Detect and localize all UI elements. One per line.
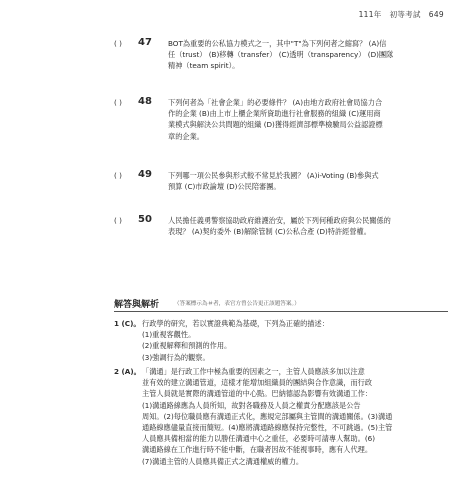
question-line: 業模式與解決公共問題的組織 (D)獲得經濟部標準檢驗局公益認證標 xyxy=(168,120,383,130)
header-year: 111年 xyxy=(358,10,382,19)
answer-blank: ( ) xyxy=(114,171,122,180)
answer-line: 「溝通」是行政工作中極為重要的因素之一，主管人員應該多加以注意 xyxy=(142,367,365,376)
question-line: 預算 (C)市政論壇 (D)公民陪審團。 xyxy=(168,182,281,192)
answer-line: 人員應具備相當的能力以勝任溝通中心之重任，必要時可請專人幫助。(6) xyxy=(142,434,375,444)
answers-section-heading xyxy=(114,297,448,312)
question-line: 人民擔任義勇警察協助政府維護治安，屬於下列何種政府與公民關係的 xyxy=(168,216,391,225)
header-exam: 初等考試 xyxy=(389,10,421,19)
answer-line: (3)強調行為的觀察。 xyxy=(142,352,210,362)
answer-blank: ( ) xyxy=(114,39,122,48)
question-number: 47 xyxy=(138,37,152,48)
answer-line: (2)重視解釋和預測的作用。 xyxy=(142,341,232,351)
answer-text xyxy=(142,318,448,363)
answer-label: 2 (A)。 xyxy=(114,367,141,376)
answer-blank: ( ) xyxy=(114,216,122,225)
question-line: 表現？ (A)契約委外 (B)解除管制 (C)公私合產 (D)特許經營權。 xyxy=(168,227,371,237)
page-header xyxy=(351,9,444,20)
answer-line: 溝通路線在工作進行時不能中斷，在職者因故不能視事時，應有人代理。 xyxy=(142,445,373,455)
question-line: 精神（team spirit）。 xyxy=(168,61,240,71)
answer-line: 並有效的建立溝通管道，這樣才能增加組織員的團結與合作意識，而行政 xyxy=(142,378,373,388)
question-line: 下列何者為「社會企業」的必要條件？ (A)由地方政府社會局協力合 xyxy=(168,98,383,107)
question-number: 48 xyxy=(138,96,152,107)
question-line: 下列哪一項公民參與形式較不常見於我國？ (A)i-Voting (B)參與式 xyxy=(168,171,379,180)
question-line: BOT為重要的公私協力模式之一，其中"T"為下列何者之縮寫？ (A)信 xyxy=(168,39,387,48)
answer-line: (1)重視客觀性。 xyxy=(142,330,196,340)
answer-line: (7)溝通主管的人員應具備正式之溝通權威的權力。 xyxy=(142,456,304,466)
answer-line: 周知。(2)每位職員應有溝通正式化，應規定部屬與主管間的溝通關係。(3)溝通 xyxy=(142,411,393,421)
question-line: 章的企業。 xyxy=(168,131,204,141)
answer-line: (1)溝通路線應為人員所知，故對各職務及人員之權責分配應該是公告 xyxy=(142,400,361,410)
answer-text xyxy=(142,366,448,467)
question-line: 作的企業 (B)由上市上櫃企業所資助進行社會服務的組織 (C)運用商 xyxy=(168,109,381,119)
answer-blank: ( ) xyxy=(114,98,122,107)
question-number: 49 xyxy=(138,169,152,180)
answer-line: 主管人員就是實際的溝通管道的中心點。巴納德認為影響有效溝通工作： xyxy=(142,389,373,399)
question-line: 任（trust） (B)移轉（transfer） (C)透明（transparency） (D)團隊 xyxy=(168,50,394,60)
question-number: 50 xyxy=(138,214,152,225)
answer-line: 行政學的研究，若以實證典範為基礎，下列為正確的描述： xyxy=(142,319,329,328)
header-page-number: 649 xyxy=(428,10,444,19)
question-text xyxy=(168,215,448,237)
question-text xyxy=(168,38,448,72)
section-title: 解答與解析 xyxy=(114,300,160,310)
question-text xyxy=(168,170,448,192)
answer-line: 通路線應儘量直接而簡短。(4)應將溝通路線應保持完整性，不可跳過。(5)主管 xyxy=(142,423,393,433)
section-note: （答案標示為＃者，表官方曾公告更正該題答案。） xyxy=(174,301,300,307)
answer-label: 1 (C)。 xyxy=(114,319,141,328)
question-text xyxy=(168,97,448,142)
